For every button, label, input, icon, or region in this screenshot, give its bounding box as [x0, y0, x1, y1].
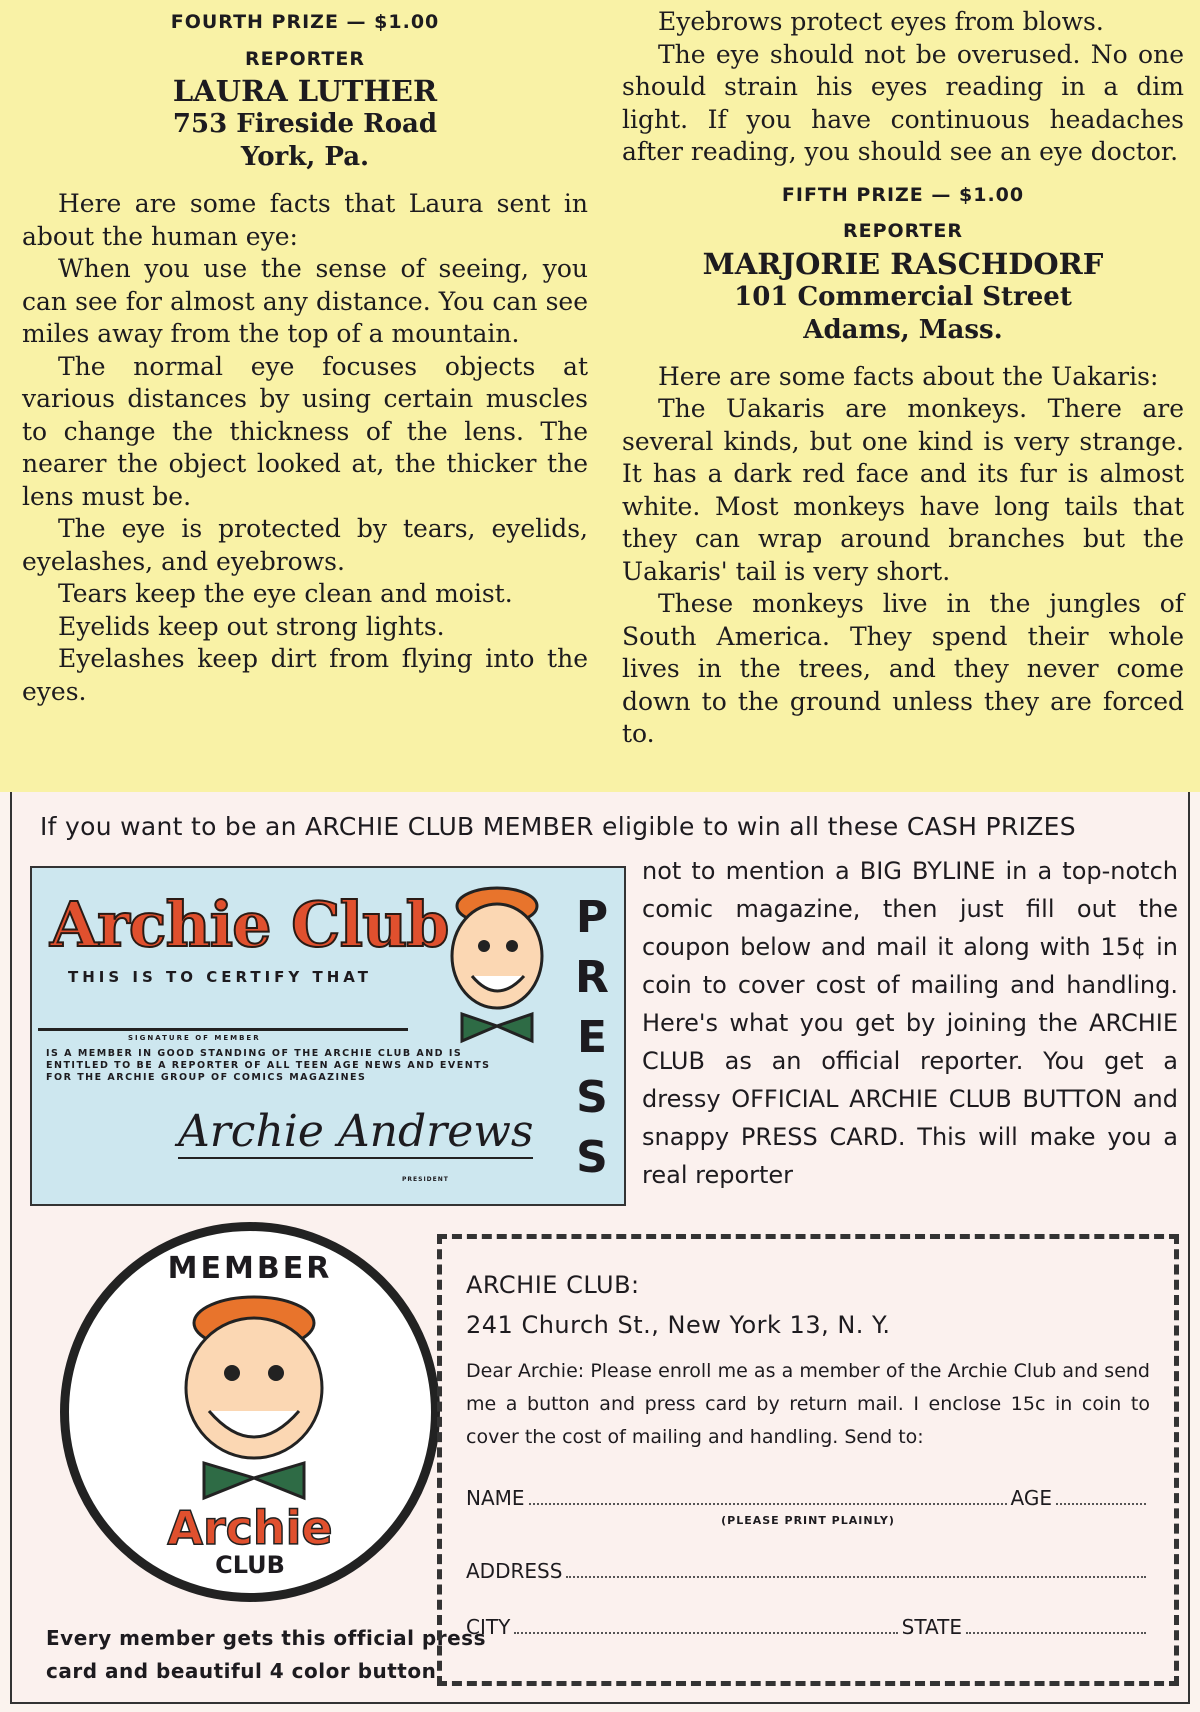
age-label: AGE	[1010, 1486, 1052, 1510]
fourth-prize-article	[22, 6, 588, 708]
ad-caption	[46, 1622, 486, 1688]
press-vertical-label	[570, 888, 614, 1188]
archie-club-logo: Archie Club	[50, 888, 449, 961]
paragraph: The eye is protected by tears, eyelids, eyelashes, and eyebrows.	[22, 514, 588, 576]
president-label: PRESIDENT	[402, 1176, 449, 1183]
reporter-city: York, Pa.	[240, 142, 370, 172]
signature-label: SIGNATURE OF MEMBER	[128, 1034, 261, 1042]
address-field[interactable]	[566, 1576, 1146, 1578]
reporter-label: REPORTER	[842, 220, 964, 242]
name-field[interactable]	[529, 1503, 1007, 1505]
paragraph: These monkeys live in the jungles of South America. They spend their whole lives in the trees, and they never come down to the ground unless they are forced to.	[622, 589, 1184, 748]
press-letter: R	[575, 952, 609, 1003]
paragraph: Here are some facts that Laura sent in about the human eye:	[22, 189, 588, 251]
caption-line: card and beautiful 4 color button	[46, 1659, 437, 1683]
press-letter: P	[575, 892, 609, 943]
press-letter: S	[576, 1072, 608, 1123]
signature-line	[38, 1028, 408, 1031]
paragraph: Eyelids keep out strong lights.	[58, 611, 445, 641]
press-letter: S	[576, 1132, 608, 1183]
paragraph: Tears keep the eye clean and moist.	[58, 579, 513, 608]
reporter-label: REPORTER	[244, 47, 366, 70]
coupon-body: Dear Archie: Please enroll me as a member of the Archie Club and send me a button and press card by return mail. I enclose 15c in coin to cover the cost of mailing and handling. Send to:	[466, 1360, 1150, 1448]
president-signature: Archie Andrews	[178, 1106, 534, 1157]
ad-pitch: not to mention a BIG BYLINE in a top-notch comic magazine, then just fill out the coupon below and mail it along with 15¢ in coin to cover cost of mailing and handling. Here's what you get by joining the ARCHIE CLUB as an official reporter. You get a dressy OFFICIAL ARCHIE CLUB BUTTON and snappy PRESS CARD. This will make you a real reporter	[642, 857, 1178, 1189]
certify-text: THIS IS TO CERTIFY THAT	[68, 968, 372, 986]
archie-face-icon	[164, 1293, 344, 1503]
reporter-city: Adams, Mass.	[803, 314, 1003, 345]
reporter-street: 101 Commercial Street	[734, 281, 1072, 312]
reporter-name: LAURA LUTHER	[172, 74, 438, 108]
name-age-row	[466, 1486, 1150, 1510]
card-fine-print: IS A MEMBER IN GOOD STANDING OF THE ARCHIE CLUB AND IS ENTITLED TO BE A REPORTER OF ALL TEEN AGE NEWS AND EVENTS FOR THE ARCHIE GROUP OF COMICS MAGAZINES	[46, 1048, 491, 1083]
button-club-text: CLUB	[215, 1551, 285, 1579]
reporter-name: MARJORIE RASCHDORF	[702, 246, 1104, 281]
city-field[interactable]	[514, 1632, 897, 1634]
prize-heading: FIFTH PRIZE — $1.00	[781, 183, 1025, 206]
paragraph: The normal eye focuses objects at various distances by using certain muscles to change the thickness of the lens. The nearer the object looked at, the thicker the lens must be.	[22, 351, 588, 511]
state-label: STATE	[901, 1615, 962, 1639]
coupon-address: 241 Church St., New York 13, N. Y.	[466, 1311, 891, 1339]
address-label: ADDRESS	[466, 1559, 563, 1583]
ad-intro: If you want to be an ARCHIE CLUB MEMBER eligible to win all these CASH PRIZES	[40, 812, 1076, 841]
address-row	[466, 1559, 1150, 1583]
paragraph: Here are some facts about the Uakaris:	[658, 361, 1159, 391]
paragraph: The eye should not be overused. No one should strain his eyes reading in a dim light. If you have continuous headaches after reading, you should see an eye doctor.	[622, 39, 1184, 166]
reporter-articles	[0, 0, 1200, 792]
archie-face-icon	[442, 886, 562, 1046]
fifth-prize-article	[622, 6, 1184, 751]
print-note: (PLEASE PRINT PLAINLY)	[721, 1514, 895, 1527]
press-card	[30, 866, 626, 1206]
paragraph: When you use the sense of seeing, you can see for almost any distance. You can see miles away from the top of a mountain.	[22, 254, 588, 348]
paragraph: Eyebrows protect eyes from blows.	[658, 7, 1104, 36]
paragraph: Eyelashes keep dirt from flying into the eyes.	[22, 644, 588, 706]
press-letter: E	[576, 1012, 608, 1063]
caption-line: Every member gets this official press	[46, 1626, 486, 1650]
prize-heading: FOURTH PRIZE — $1.00	[170, 11, 440, 33]
coupon-title: ARCHIE CLUB:	[466, 1271, 640, 1299]
name-label: NAME	[466, 1486, 525, 1510]
state-field[interactable]	[966, 1632, 1146, 1634]
city-label: CITY	[466, 1615, 511, 1639]
city-state-row	[466, 1615, 1150, 1639]
reporter-street: 753 Fireside Road	[172, 109, 438, 139]
age-field[interactable]	[1056, 1503, 1146, 1505]
archie-club-ad	[10, 792, 1190, 1704]
button-member-text: MEMBER	[167, 1251, 333, 1286]
member-button	[60, 1222, 440, 1602]
paragraph: The Uakaris are monkeys. There are several kinds, but one kind is very strange. It has a dark red face and its fur is almost white. Most monkeys have long tails that they can wrap around branches but the Uakaris' tail is very short.	[622, 394, 1184, 586]
button-archie-logo: Archie	[167, 1501, 333, 1555]
enrollment-coupon	[437, 1234, 1179, 1686]
